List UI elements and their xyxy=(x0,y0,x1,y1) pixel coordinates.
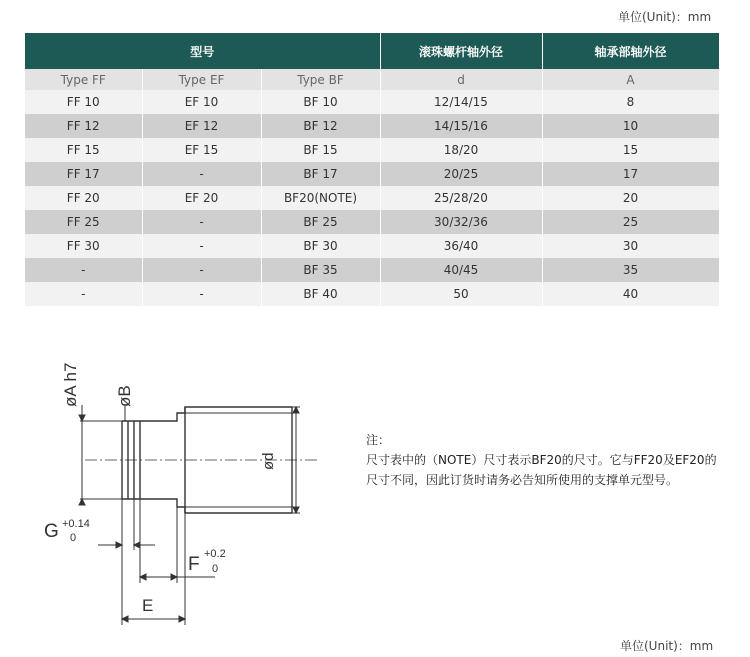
label-phid: ød xyxy=(260,452,277,470)
cell-type-ef: - xyxy=(142,162,261,186)
cell-bearing-a: 40 xyxy=(542,282,719,306)
header-bearing-diameter: 轴承部轴外径 xyxy=(542,33,719,69)
table-row xyxy=(25,258,719,282)
note xyxy=(366,430,726,490)
cell-type-ff: - xyxy=(25,258,142,282)
label-F: F xyxy=(188,554,200,575)
cell-screw-d: 40/45 xyxy=(380,258,542,282)
cell-type-bf: BF 15 xyxy=(261,138,380,162)
cell-type-ff: FF 17 xyxy=(25,162,142,186)
note-title: 注： xyxy=(366,433,391,447)
tol-G-lower: 0 xyxy=(70,532,77,544)
label-phiA: øA h7 xyxy=(61,362,80,407)
label-phiB: øB xyxy=(115,385,134,407)
table-row xyxy=(25,90,719,114)
unit-label-top: 单位(Unit)：mm xyxy=(618,10,712,24)
cell-type-ef: EF 10 xyxy=(142,90,261,114)
table-row xyxy=(25,282,719,306)
cell-screw-d: 36/40 xyxy=(380,234,542,258)
cell-type-ff: FF 30 xyxy=(25,234,142,258)
cell-bearing-a: 15 xyxy=(542,138,719,162)
tol-G-upper: +0.14 xyxy=(62,518,90,530)
cell-type-bf: BF20(NOTE) xyxy=(261,186,380,210)
table-row xyxy=(25,138,719,162)
table-row xyxy=(25,186,719,210)
cell-type-ef: EF 20 xyxy=(142,186,261,210)
dim-G xyxy=(98,499,155,550)
header-model: 型号 xyxy=(25,33,380,69)
table-row xyxy=(25,114,719,138)
subheader-row xyxy=(25,69,719,90)
table-row xyxy=(25,234,719,258)
dimension-table xyxy=(25,33,720,306)
cell-bearing-a: 10 xyxy=(542,114,719,138)
dim-E xyxy=(122,513,185,625)
cell-bearing-a: 20 xyxy=(542,186,719,210)
cell-type-ff: FF 25 xyxy=(25,210,142,234)
unit-label-bottom: 单位(Unit)：mm xyxy=(620,639,714,653)
cell-type-ef: - xyxy=(142,282,261,306)
cell-type-ef: - xyxy=(142,258,261,282)
cell-type-ef: - xyxy=(142,234,261,258)
cell-screw-d: 12/14/15 xyxy=(380,90,542,114)
subheader-type-bf: Type BF xyxy=(261,69,380,90)
cell-type-ff: FF 10 xyxy=(25,90,142,114)
cell-type-ef: EF 12 xyxy=(142,114,261,138)
cell-type-bf: BF 40 xyxy=(261,282,380,306)
cell-screw-d: 25/28/20 xyxy=(380,186,542,210)
cell-type-ff: FF 12 xyxy=(25,114,142,138)
cell-bearing-a: 25 xyxy=(542,210,719,234)
cell-type-bf: BF 10 xyxy=(261,90,380,114)
dim-phiA xyxy=(79,405,122,505)
tol-F-lower: 0 xyxy=(212,563,219,575)
dim-F xyxy=(140,499,215,583)
shaft-diagram xyxy=(30,335,330,635)
cell-screw-d: 18/20 xyxy=(380,138,542,162)
cell-type-ef: EF 15 xyxy=(142,138,261,162)
tol-F-upper: +0.2 xyxy=(204,548,226,560)
table-row xyxy=(25,162,719,186)
cell-type-ef: - xyxy=(142,210,261,234)
cell-screw-d: 14/15/16 xyxy=(380,114,542,138)
cell-type-bf: BF 17 xyxy=(261,162,380,186)
cell-screw-d: 20/25 xyxy=(380,162,542,186)
cell-bearing-a: 8 xyxy=(542,90,719,114)
cell-type-ff: FF 20 xyxy=(25,186,142,210)
subheader-d: d xyxy=(380,69,542,90)
cell-type-bf: BF 25 xyxy=(261,210,380,234)
subheader-type-ef: Type EF xyxy=(142,69,261,90)
label-E: E xyxy=(142,596,154,615)
cell-type-bf: BF 30 xyxy=(261,234,380,258)
cell-type-ff: FF 15 xyxy=(25,138,142,162)
header-screw-diameter: 滚珠螺杆轴外径 xyxy=(380,33,542,69)
table-row xyxy=(25,210,719,234)
note-body: 尺寸表中的（NOTE）尺寸表示BF20的尺寸。它与FF20及EF20的尺寸不同，因此订货时请务必告知所使用的支撑单元型号。 xyxy=(366,453,717,487)
cell-bearing-a: 30 xyxy=(542,234,719,258)
cell-screw-d: 50 xyxy=(380,282,542,306)
subheader-a: A xyxy=(542,69,719,90)
cell-screw-d: 30/32/36 xyxy=(380,210,542,234)
cell-type-ff: - xyxy=(25,282,142,306)
subheader-type-ff: Type FF xyxy=(25,69,142,90)
cell-bearing-a: 17 xyxy=(542,162,719,186)
label-G: G xyxy=(44,521,59,542)
cell-type-bf: BF 35 xyxy=(261,258,380,282)
cell-type-bf: BF 12 xyxy=(261,114,380,138)
cell-bearing-a: 35 xyxy=(542,258,719,282)
